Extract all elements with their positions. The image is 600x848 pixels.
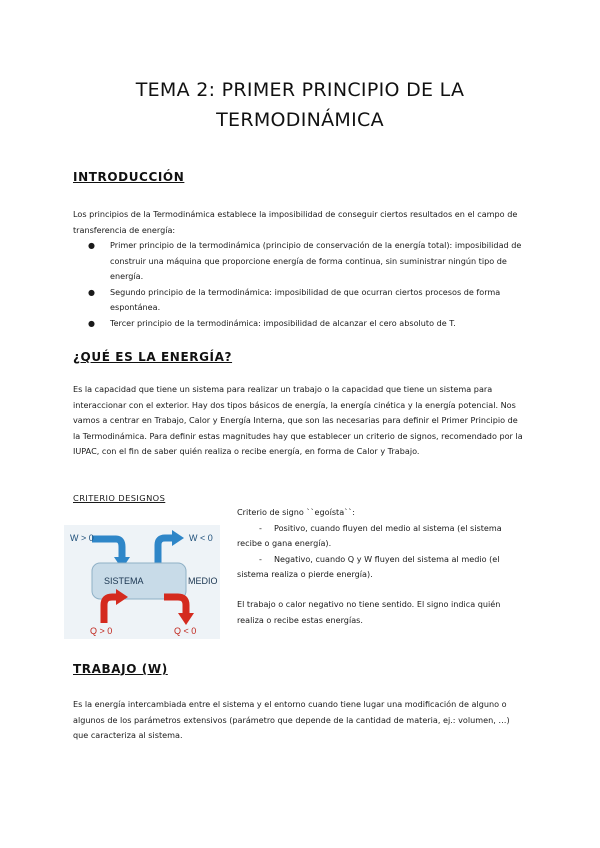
dash-icon: - <box>259 553 262 564</box>
intro-heading: INTRODUCCIÓN <box>73 170 185 184</box>
dash-icon: - <box>259 522 262 533</box>
list-item: - Positivo, cuando fluyen del medio al sistema (el sistema recibe o gana energía). <box>237 522 502 549</box>
bullet-icon: ● <box>88 287 95 297</box>
list-item: ● Primer principio de la termodinámica (principio de conservación de la energía total): imposibilidad de construir una máquina que proporcione energía de forma continua, sin suministrar ningún tipo de energía. <box>88 240 522 282</box>
page-title-line-2: TERMODINÁMICA <box>216 109 384 131</box>
criterio-intro: Criterio de signo ``egoísta``: <box>237 507 356 517</box>
w-positive-label: W > 0 <box>70 533 94 543</box>
bullet-icon: ● <box>88 318 95 328</box>
page-title-line-1: TEMA 2: PRIMER PRINCIPIO DE LA <box>135 79 465 101</box>
criterio-note: El trabajo o calor negativo no tiene sentido. El signo indica quién realiza o recibe estas energías. <box>237 598 501 625</box>
medio-label: MEDIO <box>188 576 218 586</box>
bullet-icon: ● <box>88 241 95 250</box>
criterio-heading: CRITERIO DESIGNOS <box>73 493 166 503</box>
sistema-label: SISTEMA <box>104 576 144 586</box>
list-item: - Negativo, cuando Q y W fluyen del sistema al medio (el sistema realiza o pierde energía). <box>237 553 500 580</box>
w-negative-label: W < 0 <box>189 533 213 543</box>
list-item: ● Segundo principio de la termodinámica: imposibilidad de que ocurran ciertos procesos de forma espontánea. <box>88 286 501 313</box>
trabajo-heading: TRABAJO (W) <box>73 662 168 676</box>
intro-paragraph: Los principios de la Termodinámica establece la imposibilidad de conseguir ciertos resultados en el campo de transferencia de energía: <box>73 209 518 235</box>
intro-bullet-list <box>73 238 523 332</box>
sign-criterion-diagram <box>64 525 220 639</box>
criterio-text-column <box>237 505 527 628</box>
q-positive-label: Q > 0 <box>90 626 113 636</box>
trabajo-paragraph: Es la energía intercambiada entre el sistema y el entorno cuando tiene lugar una modificación de alguno o algunos de los parámetros extensivos (parámetro que depende de la cantidad de materia, ej.: volumen, …) que caracteriza al sistema. <box>73 699 510 741</box>
energy-paragraph: Es la capacidad que tiene un sistema para realizar un trabajo o la capacidad que tiene un sistema para interaccionar con el exterior. Hay dos tipos básicos de energía, la energía cinética y la energía potencial. Nos vamos a centrar en Trabajo, Calor y Energía Interna, que son las necesarias para definir el Primer Principio de la Termodinámica. Para definir estas magnitudes hay que establecer un criterio de signos, recomendado por la IUPAC, con el fin de saber quién realiza o recibe energía, en forma de Calor y Trabajo. <box>73 384 523 457</box>
list-item: ● Tercer principio de la termodinámica: imposibilidad de alcanzar el cero absoluto de T. <box>73 316 523 332</box>
q-negative-label: Q < 0 <box>174 626 197 636</box>
energy-heading: ¿QUÉ ES LA ENERGÍA? <box>73 350 233 364</box>
